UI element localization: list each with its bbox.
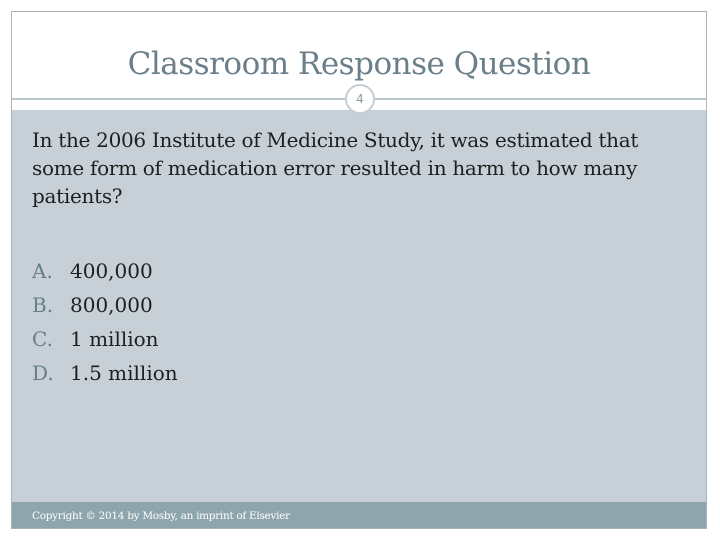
answer-text: 400,000 bbox=[70, 259, 153, 283]
footer-bar bbox=[12, 502, 706, 528]
answer-option-c bbox=[32, 322, 178, 356]
answer-text: 1.5 million bbox=[70, 361, 178, 385]
answer-option-a bbox=[32, 254, 178, 288]
copyright-text: Copyright © 2014 by Mosby, an imprint of Elsevier bbox=[32, 510, 290, 522]
question-text: In the 2006 Institute of Medicine Study, it was estimated that some form of medication error resulted in harm to how many patients? bbox=[32, 128, 639, 208]
answer-option-d bbox=[32, 356, 178, 390]
answer-letter: C. bbox=[32, 327, 53, 351]
slide-title: Classroom Response Question bbox=[127, 46, 591, 82]
answer-letter: B. bbox=[32, 293, 54, 317]
answer-text: 1 million bbox=[70, 327, 159, 351]
slide-number-badge: 4 bbox=[345, 84, 375, 114]
answer-letter: A. bbox=[32, 259, 53, 283]
answer-text: 800,000 bbox=[70, 293, 153, 317]
answer-list bbox=[32, 254, 178, 390]
content-panel bbox=[12, 110, 706, 502]
answer-letter: D. bbox=[32, 361, 54, 385]
answer-option-b bbox=[32, 288, 178, 322]
